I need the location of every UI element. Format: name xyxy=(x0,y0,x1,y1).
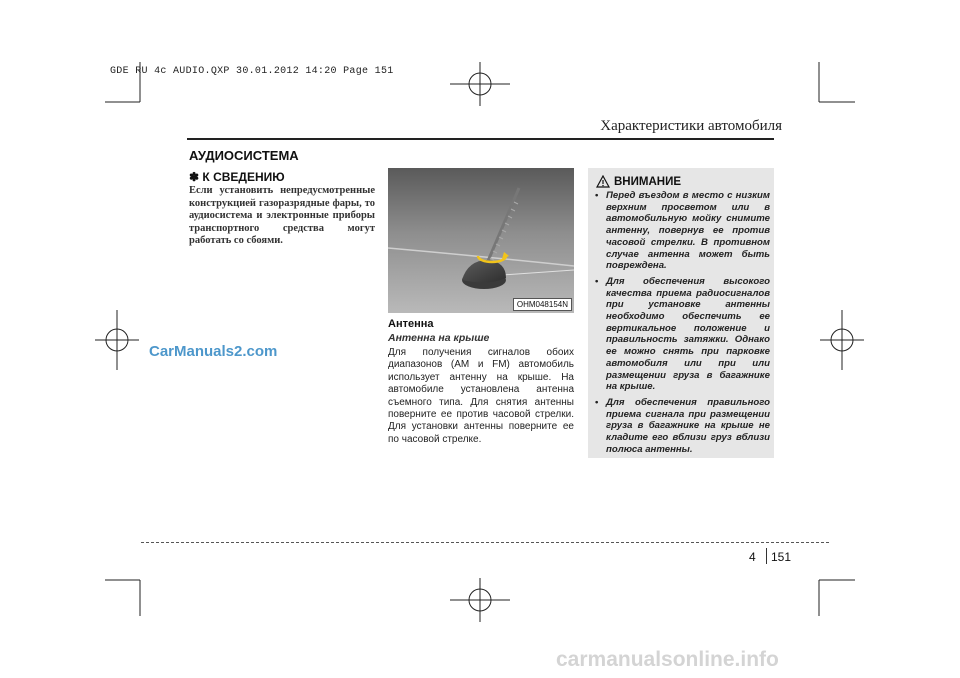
antenna-subheading: Антенна на крыше xyxy=(388,332,490,344)
note-body: Если установить непредусмотренные конструкцией газоразрядные фары, то аудиосистема и электронные приборы транспортного средства могут работать со сбоями. xyxy=(189,185,375,246)
caution-item: • Для обеспечения правильного приема сигнала при размещении груза в багажнике на крыше не кладите его вблизи груз вблизи полюса антенны. xyxy=(592,397,770,456)
page-number-separator xyxy=(766,548,767,564)
caution-item: • Для обеспечения высокого качества приема радиосигналов при установке антенны необходимо обеспечить ее вертикальное положение и правильность затяжки. Однако ее можно снять при парковке автомобиля или при или размещении груза в багажнике на крыше. xyxy=(592,276,770,393)
note-heading xyxy=(189,170,285,184)
section-title: АУДИОСИСТЕМА xyxy=(189,148,299,163)
antenna-photo xyxy=(388,168,574,313)
antenna-body: Для получения сигналов обоих диапазонов (AM и FM) автомобиль использует антенну на крыше. На автомобиле установлена антенна съемного типа. Для снятия антенны поверните ее против часовой стрелки. Для установки антенны поверните ее по часовой стрелке. xyxy=(388,347,574,445)
chapter-number: 4 xyxy=(749,550,756,564)
page-header-title: Характеристики автомобиля xyxy=(600,118,782,134)
asterisk-icon: ✽ xyxy=(189,170,200,184)
caution-list xyxy=(592,190,770,459)
caution-title: ВНИМАНИЕ xyxy=(614,176,682,188)
watermark-carmanuals: CarManuals2.com xyxy=(149,343,278,360)
warning-triangle-icon xyxy=(596,175,610,188)
header-rule xyxy=(187,138,774,140)
print-slug: GDE RU 4c AUDIO.QXP 30.01.2012 14:20 Page 151 xyxy=(110,66,394,77)
footer-rule xyxy=(141,542,829,543)
note-title: К СВЕДЕНИЮ xyxy=(202,170,285,184)
figure-caption: OHM048154N xyxy=(513,298,572,311)
roof-antenna-illustration xyxy=(388,168,574,313)
antenna-heading: Антенна xyxy=(388,318,434,330)
caution-item: • Перед въездом в место с низким верхним просветом или в автомобильную мойку снимите антенну, повернув ее против часовой стрелки. В противном случае антенна может быть повреждена. xyxy=(592,190,770,272)
watermark-site: carmanualsonline.info xyxy=(556,648,779,671)
page-number: 151 xyxy=(771,550,792,564)
